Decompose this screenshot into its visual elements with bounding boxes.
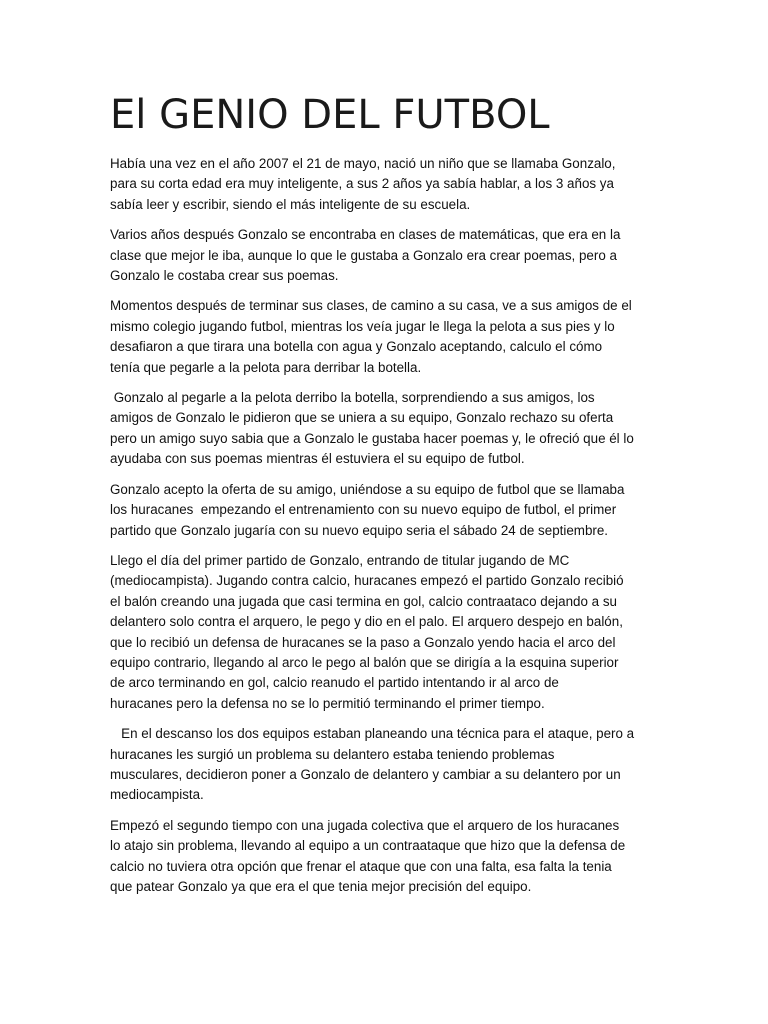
paragraph-line: mismo colegio jugando futbol, mientras los veía jugar le llega la pelota a sus pies y lo [110,318,615,334]
paragraph-line: de arco terminando en gol, calcio reanudo el partido intentando ir al arco de [110,675,559,691]
paragraph-line: amigos de Gonzalo le pidieron que se uniera a su equipo, Gonzalo rechazo su oferta [110,410,614,426]
paragraph-line: equipo contrario, llegando al arco le pego al balón que se dirigía a la esquina superior [110,654,619,670]
paragraph-line: tenía que pegarle a la pelota para derribar la botella. [110,359,422,375]
paragraph [110,296,662,378]
paragraph-line: huracanes pero la defensa no se lo permitió terminando el primer tiempo. [110,695,545,711]
paragraph-line: Momentos después de terminar sus clases, de camino a su casa, ve a sus amigos de el [110,298,632,314]
paragraph-line: Había una vez en el año 2007 el 21 de mayo, nació un niño que se llamaba Gonzalo, [110,156,616,171]
paragraph-line: mediocampista. [110,787,204,803]
paragraph [110,154,662,215]
paragraph-line: pero un amigo suyo sabia que a Gonzalo le gustaba hacer poemas y, le ofreció que él lo [110,430,634,446]
paragraph-line: huracanes les surgió un problema su delantero estaba teniendo problemas [110,746,555,762]
paragraph-line: Gonzalo acepto la oferta de su amigo, uniéndose a su equipo de futbol que se llamaba [110,481,625,497]
paragraph-line: desafiaron a que tirara una botella con agua y Gonzalo aceptando, calculo el cómo [110,339,603,355]
paragraph-line: sabía leer y escribir, siendo el más inteligente de su escuela. [110,196,471,212]
paragraph-line: que patear Gonzalo ya que era el que tenia mejor precisión del equipo. [110,879,532,894]
paragraph-line: En el descanso los dos equipos estaban planeando una técnica para el ataque, pero a [110,726,635,742]
paragraph-line: musculares, decidieron poner a Gonzalo de delantero y cambiar a su delantero por un [110,766,621,782]
paragraph [110,480,662,541]
paragraph [110,225,662,286]
paragraph-line: delantero solo contra el arquero, le pego y dio en el palo. El arquero despejo en balón, [110,614,623,630]
paragraph-line: lo atajo sin problema, llevando al equipo a un contraataque que hizo que la defensa de [110,838,626,854]
paragraph-line: (mediocampista). Jugando contra calcio, huracanes empezó el partido Gonzalo recibió [110,573,624,589]
paragraph-line: ayudaba con sus poemas mientras él estuviera el su equipo de futbol. [110,451,525,467]
paragraph-line: Llego el día del primer partido de Gonzalo, entrando de titular jugando de MC [110,552,570,568]
document-body [110,154,662,907]
paragraph-line: clase que mejor le iba, aunque lo que le gustaba a Gonzalo era crear poemas, pero a [110,247,617,263]
paragraph-line: el balón creando una jugada que casi termina en gol, calcio contraataco dejando a su [110,593,617,609]
paragraph-line: Varios años después Gonzalo se encontraba en clases de matemáticas, que era en la [110,227,621,243]
paragraph-line: para su corta edad era muy inteligente, a sus 2 años ya sabía hablar, a los 3 años ya [110,176,614,192]
paragraph-line: los huracanes empezando el entrenamiento con su nuevo equipo de futbol, el primer [110,502,617,518]
paragraph-line: Empezó el segundo tiempo con una jugada colectiva que el arquero de los huracanes [110,817,620,833]
paragraph-line: calcio no tuviera otra opción que frenar el ataque que con una falta, esa falta la tenia [110,858,612,874]
paragraph-line: partido que Gonzalo jugaría con su nuevo equipo seria el sábado 24 de septiembre. [110,522,609,538]
paragraph [110,551,662,714]
paragraph-line: Gonzalo le costaba crear sus poemas. [110,268,339,284]
document-title: El GENIO DEL FUTBOL [110,92,550,138]
paragraph [110,724,662,806]
paragraph-line: que lo recibió un defensa de huracanes se la paso a Gonzalo yendo hacia el arco del [110,634,616,650]
paragraph [110,388,662,470]
paragraph [110,816,662,898]
paragraph-line: Gonzalo al pegarle a la pelota derribo la botella, sorprendiendo a sus amigos, los [110,390,595,406]
